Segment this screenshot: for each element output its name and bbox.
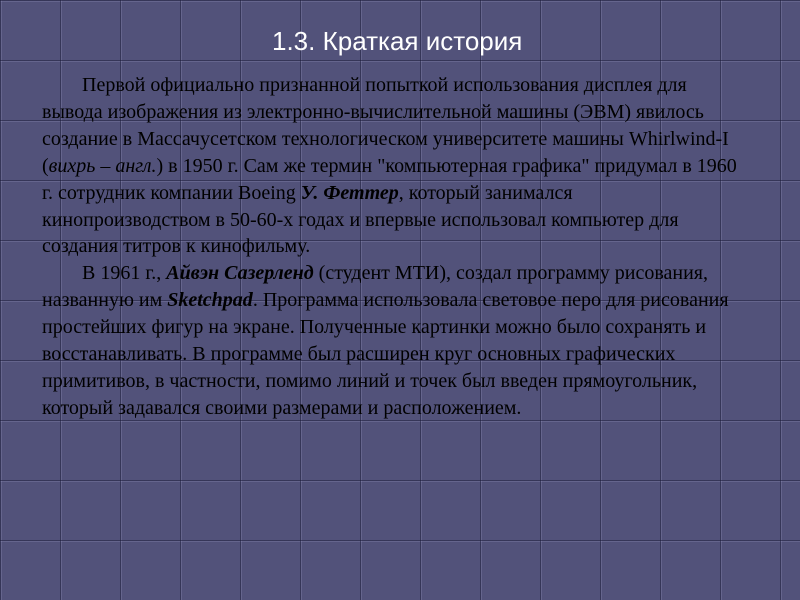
paragraph-1-text-1: Первой официально признанной попыткой использования дисплея для вывода изображения из электронно-вычислительной машины (ЭВМ) явилось создание в Массачусетском технологическом университете машины Whirlwind-I ( [42,74,729,177]
program-name-sketchpad: Sketchpad [167,289,253,312]
paragraph-2-text-3: . Программа использовала световое перо для рисования простейших фигур на экране. Полученные картинки можно было сохранять и восстанавливать. В программе был расширен круг основных графических примитивов, в частности, помимо линий и точек был введен прямоугольник, который задавался своими размерами и расположением. [42,289,729,419]
person-name-sutherland: Айвэн Сазерленд [166,262,314,285]
paragraph-1-italic-note: вихрь – англ. [48,154,157,177]
paragraph-1-text-3: , который занимался кинопроизводством в 50-60-х годах и впервые использовал компьютер для создания титров к кинофильму. [42,181,679,258]
person-name-fetter: У. Феттер [300,181,399,204]
paragraph-2-text-1: В 1961 г., [82,262,167,285]
paragraph-1 [42,72,742,260]
paragraph-2-text-2: (студент МТИ), создал программу рисования, названную им [42,262,708,312]
paragraph-2 [42,260,742,421]
paragraph-1-text-2: ) в 1950 г. Сам же термин "компьютерная графика" придумал в 1960 г. сотрудник компании Boeing [42,154,737,204]
slide-title: 1.3. Краткая история [272,26,523,56]
slide-body [42,72,742,422]
